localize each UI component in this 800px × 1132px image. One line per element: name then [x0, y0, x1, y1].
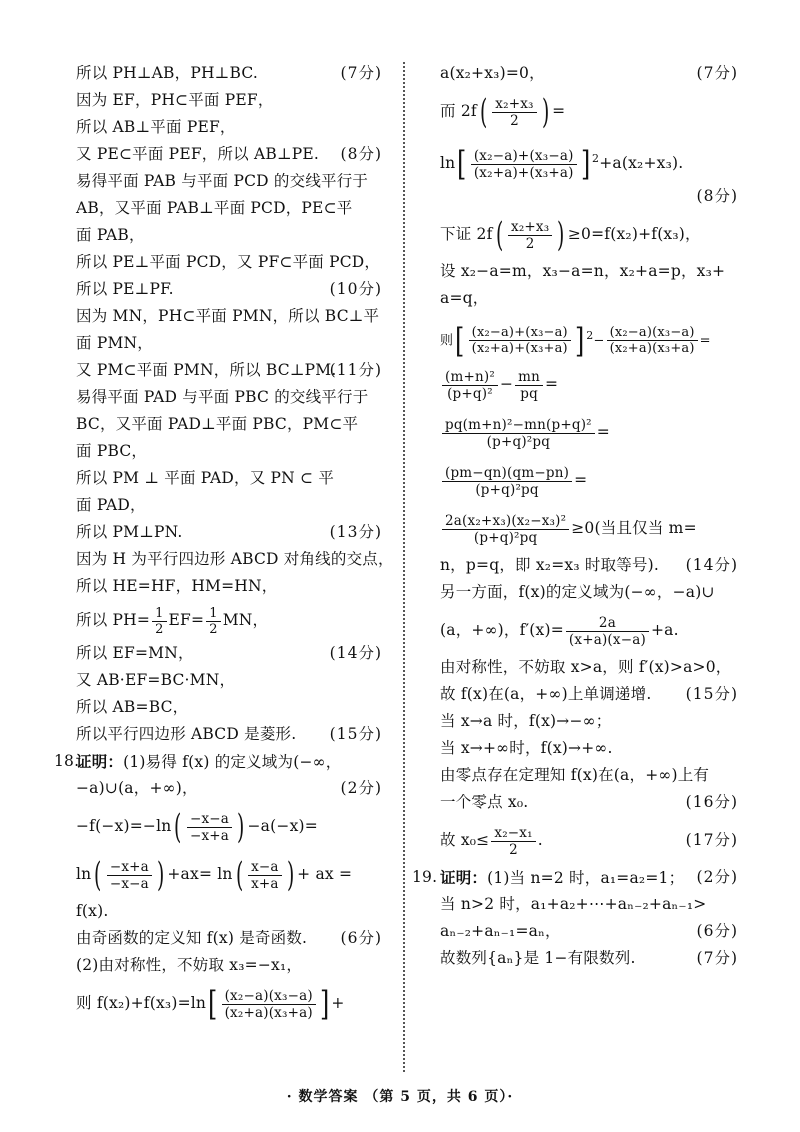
proof-line: BC，又平面 PAD⊥平面 PBC，PM⊂平	[76, 415, 359, 433]
fraction: $\frac{\text{2a(x₂+x₃)(x₂−x₃)²}}{\text{(p+q)²pq}}$	[442, 513, 569, 546]
formula-line: ln[ $\frac{\text{(x₂−a)+(x₃−a)}}{\text{(x₂+a)+(x₃+a)}}$ ] $^2$+a(x₂+x₃).	[440, 144, 684, 185]
formula-line: 而 2f( $\frac{\text{x₂+x₃}}{2}$ ) =	[440, 92, 566, 132]
proof-line: n，p=q，即 x₂=x₃ 时取等号). (14分)	[440, 552, 738, 579]
proof-line: 当 x→+∞时，f(x)→+∞.	[440, 739, 613, 757]
q18-heading: 18. 证明：(1)易得 f(x) 的定义域为(−∞，	[76, 748, 382, 775]
question-number: 18.	[54, 752, 80, 770]
score-mark: (8分)	[696, 187, 738, 205]
proof-line: 又 PM⊂平面 PMN，所以 BC⊥PM. (11分)	[76, 357, 382, 384]
proof-line: 故 f(x)在(a，+∞)上单调递增. (15分)	[440, 681, 738, 708]
proof-label: 证明：	[76, 752, 124, 771]
formula-line: 下证 2f( $\frac{\text{x₂+x₃}}{2}$ ) ≥0=f(x₂)+f(x₃)，	[440, 215, 701, 255]
proof-line: 由对称性，不妨取 x>a，则 f′(x)>a>0，	[440, 658, 732, 676]
score-mark: (14分)	[685, 556, 738, 574]
formula-line: 所以 PH= $\frac{1}{2}$ EF= $\frac{1}{2}$ MN，	[76, 605, 269, 637]
score-mark: (15分)	[685, 685, 738, 703]
fraction: $\frac{\text{(x₂−a)+(x₃−a)}}{\text{(x₂+a)+(x₃+a)}}$	[469, 325, 571, 356]
formula-line: $\frac{\text{2a(x₂+x₃)(x₂−x₃)²}}{\text{(p+q)²pq}}$ ≥0(当且仅当 m=	[440, 504, 738, 552]
formula-line: ln( $\frac{-x+a}{-x-a}$ ) +ax= ln( $\frac{x-a}{x+a}$ ) + ax =	[76, 855, 353, 895]
proof-line: 面 PAD，	[76, 496, 146, 514]
proof-line: 设 x₂−a=m，x₃−a=n，x₂+a=p，x₃+	[440, 262, 726, 280]
fraction: $\frac{-x+a}{-x-a}$	[107, 859, 152, 892]
page-footer: · 数学答案 （第 5 页，共 6 页）·	[286, 1089, 514, 1105]
proof-line: 所以 PM⊥PN. (13分)	[76, 519, 382, 546]
proof-line: 另一方面，f(x)的定义域为(−∞，−a)∪	[440, 583, 715, 601]
score-mark: (7分)	[340, 64, 382, 82]
proof-line: 易得平面 PAD 与平面 PBC 的交线平行于	[76, 388, 369, 406]
proof-line: 所以平行四边形 ABCD 是菱形. (15分)	[76, 721, 382, 748]
fraction: $\frac{\text{(x₂−a)+(x₃−a)}}{\text{(x₂+a)+(x₃+a)}}$	[471, 148, 577, 181]
proof-line: (2)由对称性，不妨取 x₃=−x₁，	[76, 956, 303, 974]
fraction: $\frac{-x-a}{-x+a}$	[187, 811, 232, 844]
proof-line: 故数列{aₙ}是 1−有限数列. (7分)	[440, 945, 738, 972]
fraction: $\frac{x-a}{x+a}$	[248, 859, 282, 892]
proof-line: 所以 HE=HF，HM=HN，	[76, 577, 278, 595]
formula-line: $\frac{\text{(m+n)²}}{\text{(p+q)²}}$ − $\frac{mn}{pq}$ =	[440, 360, 738, 408]
proof-line: 因为 H 为平行四边形 ABCD 对角线的交点，	[76, 550, 394, 568]
fraction: $\frac{\text{x₂+x₃}}{2}$	[492, 96, 536, 129]
question-number: 19.	[412, 868, 438, 886]
proof-line	[440, 183, 738, 210]
proof-label: 证明：	[440, 868, 488, 887]
score-mark: (6分)	[696, 922, 738, 940]
proof-line: 面 PMN，	[76, 334, 153, 352]
left-column	[54, 60, 394, 1027]
proof-line: 易得平面 PAB 与平面 PCD 的交线平行于	[76, 172, 369, 190]
fraction: $\frac{\text{pq(m+n)²−mn(p+q)²}}{\text{(p+q)²pq}}$	[442, 417, 595, 450]
fraction: $\frac{2a}{(x+a)(x-a)}$	[566, 615, 649, 648]
fraction: $\frac{\text{(x₂−a)(x₃−a)}}{\text{(x₂+a)(x₃+a)}}$	[607, 325, 698, 356]
score-mark: (2分)	[340, 779, 382, 797]
score-mark: (17分)	[685, 831, 738, 849]
proof-line: 面 PAB，	[76, 226, 145, 244]
formula-line: $\frac{\text{pq(m+n)²−mn(p+q)²}}{\text{(p+q)²pq}}$ =	[440, 408, 738, 456]
column-divider	[403, 62, 405, 1072]
fraction: $\frac{mn}{pq}$	[515, 369, 543, 402]
score-mark: (7分)	[696, 949, 738, 967]
score-mark: (15分)	[329, 725, 382, 743]
score-mark: (11分)	[329, 361, 382, 379]
formula-line: 故 x₀≤ $\frac{\text{x₂−x₁}}{2}$ . (17分)	[440, 816, 738, 864]
proof-line: 所以 EF=MN， (14分)	[76, 640, 382, 667]
proof-line: 所以 AB⊥平面 PEF，	[76, 118, 236, 136]
score-mark: (2分)	[696, 868, 738, 886]
fraction: $\frac{1}{2}$	[152, 606, 166, 637]
proof-line: f(x).	[76, 902, 109, 920]
fraction: $\frac{(pm-qn)(qm-pn)}{\text{(p+q)²pq}}$	[442, 465, 572, 498]
formula-line: −f(−x)=−ln( $\frac{-x-a}{-x+a}$ ) −a(−x)=	[76, 807, 318, 847]
score-mark: (6分)	[340, 929, 382, 947]
score-mark: (14分)	[329, 644, 382, 662]
proof-line: 由零点存在定理知 f(x)在(a，+∞)上有	[440, 766, 710, 784]
proof-line: 由奇函数的定义知 f(x) 是奇函数. (6分)	[76, 925, 382, 952]
score-mark: (10分)	[329, 280, 382, 298]
q19-heading: 19. 证明：(1)当 n=2 时，a₁=a₂=1； (2分)	[440, 864, 738, 891]
proof-line: 当 n>2 时，a₁+a₂+⋯+aₙ₋₂+aₙ₋₁>	[440, 895, 707, 913]
formula-line: 则[ $\frac{\text{(x₂−a)+(x₃−a)}}{\text{(x₂+a)+(x₃+a)}}$ ] $^2$− $\frac{\text{(x₂−a)(x₃−a)}}{\text{(x₂+a)(x₃+a)}}$ =	[440, 320, 711, 361]
score-mark: (7分)	[696, 64, 738, 82]
fraction: $\frac{\text{(m+n)²}}{\text{(p+q)²}}$	[442, 369, 498, 402]
proof-line: 所以 PE⊥平面 PCD，又 PF⊂平面 PCD，	[76, 253, 381, 271]
proof-line: 面 PBC，	[76, 442, 148, 460]
proof-line: 所以 AB=BC，	[76, 698, 189, 716]
proof-line: 又 PE⊂平面 PEF，所以 AB⊥PE. (8分)	[76, 141, 382, 168]
fraction: $\frac{1}{2}$	[206, 606, 220, 637]
proof-line: 当 x→a 时，f(x)→−∞；	[440, 712, 612, 730]
proof-line: a(x₂+x₃)=0， (7分)	[440, 60, 738, 87]
proof-line: 一个零点 x₀. (16分)	[440, 789, 738, 816]
proof-line: aₙ₋₂+aₙ₋₁=aₙ， (6分)	[440, 918, 738, 945]
score-mark: (16分)	[685, 793, 738, 811]
proof-line: 所以 PM ⊥ 平面 PAD，又 PN ⊂ 平	[76, 469, 335, 487]
proof-line: 因为 EF，PH⊂平面 PEF，	[76, 91, 274, 109]
fraction: $\frac{\text{(x₂−a)(x₃−a)}}{\text{(x₂+a)(x₃+a)}}$	[222, 988, 316, 1021]
proof-line: 所以 PH⊥AB，PH⊥BC. (7分)	[76, 60, 382, 87]
fraction: $\frac{\text{x₂+x₃}}{2}$	[508, 219, 552, 252]
fraction: $\frac{\text{x₂−x₁}}{2}$	[491, 825, 535, 858]
proof-line: 因为 MN，PH⊂平面 PMN，所以 BC⊥平	[76, 307, 380, 325]
right-column	[412, 60, 738, 972]
score-mark: (13分)	[329, 523, 382, 541]
proof-line: −a)∪(a，+∞)， (2分)	[76, 775, 382, 802]
formula-line: 则 f(x₂)+f(x₃)=ln[ $\frac{\text{(x₂−a)(x₃−a)}}{\text{(x₂+a)(x₃+a)}}$ ] +	[76, 984, 345, 1024]
formula-line: (a，+∞)，f′(x)= $\frac{2a}{(x+a)(x-a)}$ +a.	[440, 614, 679, 648]
proof-line: AB，又平面 PAB⊥平面 PCD，PE⊂平	[76, 199, 353, 217]
proof-line: 又 AB·EF=BC·MN，	[76, 671, 236, 689]
formula-line: $\frac{(pm-qn)(qm-pn)}{\text{(p+q)²pq}}$ =	[440, 456, 738, 504]
proof-line: a=q，	[440, 289, 489, 307]
score-mark: (8分)	[340, 145, 382, 163]
proof-line: 所以 PE⊥PF. (10分)	[76, 276, 382, 303]
